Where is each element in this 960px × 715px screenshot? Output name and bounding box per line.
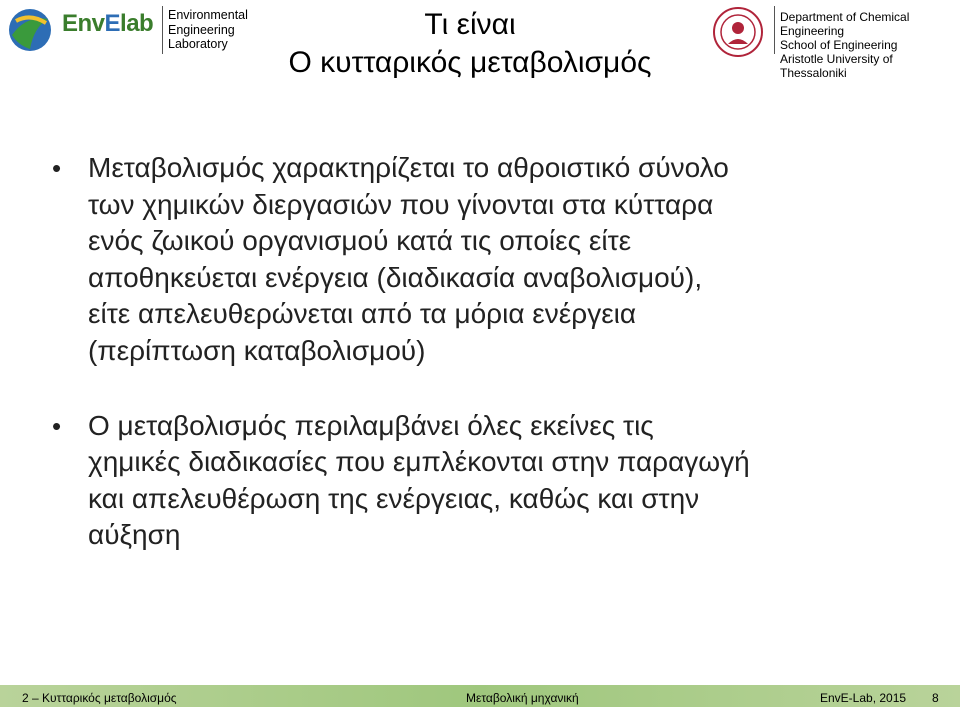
- lab-name: Environmental Engineering Laboratory: [168, 8, 248, 51]
- bullet-dot-icon: •: [52, 153, 62, 183]
- university-seal-icon: [712, 6, 764, 58]
- bullet-dot-icon: •: [52, 410, 62, 441]
- footer-section: 2 – Κυτταρικός μεταβολισμός: [22, 691, 177, 705]
- slide-title: [230, 6, 710, 82]
- envelab-logo-text: EnvElab: [62, 10, 154, 37]
- page-number: 8: [932, 691, 939, 705]
- bullet-item: • Ο μεταβολισμός περιλαμβάνει όλες εκείνες τις χημικές διαδικασίες που εμπλέκονται στην παραγωγή και απελευθέρωση της ενέργειας, καθώς και στην αύξηση: [52, 409, 750, 551]
- title-line-1: Τι είναι: [424, 8, 516, 41]
- slide-header: [0, 0, 960, 100]
- title-line-2: Ο κυτταρικός μεταβολισμός: [288, 46, 652, 79]
- slide-footer: [0, 685, 960, 715]
- header-divider: [162, 6, 163, 54]
- department-name: Department of Chemical Engineering School of Engineering Aristotle University of Thessaloniki: [780, 10, 910, 80]
- footer-course: Μεταβολική μηχανική: [466, 691, 579, 705]
- slide-body: [48, 150, 928, 554]
- header-divider: [774, 6, 775, 54]
- footer-credit: EnvE-Lab, 2015: [820, 691, 907, 705]
- bullet-item: • Μεταβολισμός χαρακτηρίζεται το αθροιστικό σύνολο των χημικών διεργασιών που γίνονται στα κύτταρα ενός ζωικού οργανισμού κατά τις οποίες είτε αποθηκεύεται ενέργεια (διαδικασία αναβολισμού), είτε απελευθερώνεται από τα μόρια ενέργεια (περίπτωση καταβολισμού): [52, 152, 729, 366]
